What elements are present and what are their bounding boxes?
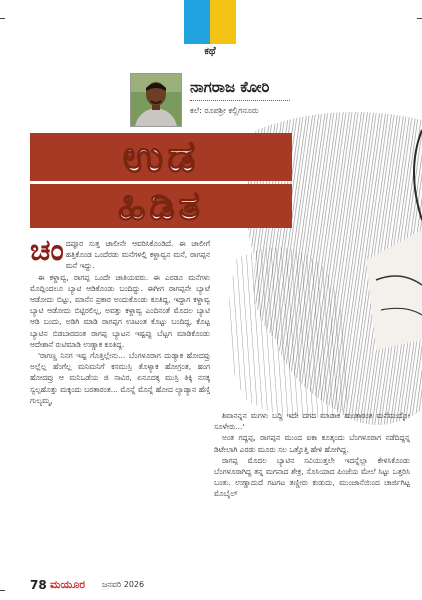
body-column-left <box>30 238 210 568</box>
tab-blue-block <box>184 0 210 44</box>
section-tab <box>184 0 236 44</box>
author-divider <box>190 100 290 101</box>
body-paragraph: ರಾಗಪ್ಪ ಮೊದಲ ಬ್ಯಾಟಿನ ಸವಿಯುತ್ತಲೇ ಇದನ್ನೆಲ್ಲಾ ಕೇಳಿಸಿಕೊಂಡು ಬೆಂಗಳೂರಾಗಿದ್ದ ತನ್ನ ಮಗನಾದ ಶೇಕ್ರ, ಸೊಸಿಯಾದ ಪಿಂಜೆಯ ಮೇಲೆ ಸಿಟ್ಟು ಒತ್ತರಿಸಿ ಬಂತು. ಉಣ್ಣಾದುದೆ ಗಟಗಟ ತಣ್ಣೀರು ಕುಡುದು, ಮುಂಜಾನೆಯಿಂದ ಚಾರ್ಜಿಗಿಟ್ಟ ಮೊಬೈಲ್ <box>214 455 410 499</box>
story-title-line-2: ಹಿಡಿತ <box>118 183 204 229</box>
author-name: ನಾಗರಾಜ ಕೋರಿ <box>190 78 270 96</box>
body-column-right <box>214 410 410 575</box>
body-paragraph: ದಪ್ಪೂರ ಸುತ್ತ ಜಾಲೀನೇ ಆವರಿಸಿಕೊಂಡಿದೆ. ಈ ಜಾಲೀಗೆ ಹತ್ತಿಕೊಂಡ ಒಂದೆರಡು ಮನೆಗಳಲ್ಲಿ ಕಳ್ದಾವ್ವನ ಮನೆ, ರಾಗಪ್ಪನ ಮನೆ ಇದ್ದು. <box>65 239 210 271</box>
body-paragraph: ಶಿವಾನನ್ನನ ಮಗಳು ಬದ್ದಿ ಇದೇ ದಗದ ಮಾಡಾಕ ಹುಂತಾರಂತ ಮನೆಮುದ್ಕೋ ಸೂಳೇರು...' <box>214 411 410 432</box>
art-credit: ಕಲೆ: ರೂಪಶ್ರೀ ಕಲ್ಲಿಗನೂರು <box>190 106 259 115</box>
trim-mark <box>417 18 422 19</box>
body-paragraph: ಈ ಕಳ್ದಾವ್ವ, ರಾಗಪ್ಪ ಒಂದೇ ಜಾತಿಯವರು. ಈ ಎರಡೂ ಮನೆಗಳು ಮೊದ್ಲಿಂದಲೂ ಬ್ಯಾಟಿ ಆಡಿಕೊಂಡು ಬಂದಿದ್ದು. ಈಗೀಗ ರಾಗಪ್ಪನೇ ಬ್ಯಾಟೆ ಆಡೋದು ಬಿಟ್ಟು, ಮಾನೆಸ ಪ್ರಕಾರ ಅಂದುಕೊಂಡು ಕೂತಿದ್ದ, ಇದ್ದಾಗ ಕಳ್ದಾವ್ವ ಬ್ಯಾಟಿ ಆಡೋದು ಬಿಟ್ಟಿರಲಿಲ್ಲ, ಅವತ್ತು ಕಳ್ದಾವ್ವ ಎಂದಿನಂತೆ ಮೊದಲ ಬ್ಯಾಟಿ ಆಡಿ ಬಂದು, ಅಡಿಗಿ ಮಾಡಿ ರಾಗಪ್ಪಗ ಊಟಂತ ಕೊಟ್ಟು ಬಂದಿದ್ದ, ಕೊಟ್ಟ ಬ್ಯಾಟಿನ ಬಿಡಬಾರದಂತ ರಾಗಪ್ಪ ಬ್ಯಾಟನ ಇಷ್ಟಪ್ಪು ಬೆಟ್ಟಗ ಮಾಡಿಕೊಂಡು ಆದೇಶಾನೆ ರುಟಿಮಾಡಿ ಉಣ್ಣಾಕ ಕೂತಿದ್ದ. <box>30 272 210 349</box>
tab-yellow-block <box>210 0 236 44</box>
drop-cap: ಚಂ <box>30 238 64 268</box>
issue-date: ಜನವರಿ 2026 <box>102 580 145 589</box>
story-title-line-1: ಉಡ <box>122 131 200 182</box>
magazine-logo: ಮಯೂರ <box>50 578 86 591</box>
page-number: 78 <box>30 578 47 592</box>
section-label: ಕಥೆ <box>204 46 216 57</box>
body-paragraph: ಅಂತ ಗದ್ದಪ್ಪ, ರಾಗಪ್ಪನ ಮುಂದ ಐಕಾ ಕೂತ್ಕಂದು ಬೆಂಗಳೂರಾಗ ನಡೆದಿದ್ದನ್ನ ಡಿಟೇಲಾಗಿ ಎರಡು ಮೂರು ಸಲ ಒತ್ತೊತ್ತಿ ಹೇಳಿ ಹೋಗಿದ್ದ. <box>214 433 410 454</box>
trim-mark <box>0 18 5 19</box>
body-paragraph: 'ರಾಗಣ್ಣ ನಿನಗ ಇಷ್ಟ ಗೊತ್ತಿಲ್ಲೇನು... ಬೆಂಗಳೂರಾಗ ದುಡ್ಯಾಕ ಹೋದವ್ರು ಅಲ್ಲೆಲ್ಲ ಹೆಂಗೆಲ್ಲ ಮನಿಮನಿಗೆ ಕಸಮುಸ್ರಿ ತೊಳ್ಯಾಕ ಹೋಗ್ರಂತ, ಹಂಗ ಹೋದವ್ರು ಆ ಮನಿಒಡೆಯ ಜಿ ಸಾವಿರ, ಏನೂದಕ್ಕ ಮುಸ್ರಿ ತಿಕ್ಕಿ ನಸಕ್ಕ ಸ್ವಲ್ಪಹೊತ್ತು ಮಕ್ಕಂದು ಬರತಾರಂತ... ಮೊನ್ನೆ ಮೊನ್ನೆ ಹೋದ ಲ್ಯಾಡ್ಯಾನ ಹೆಣ್ತಿ ಗುಲ್ಯಮ್ಮ, <box>30 351 210 405</box>
trim-mark <box>0 590 5 591</box>
author-photo <box>130 73 182 127</box>
